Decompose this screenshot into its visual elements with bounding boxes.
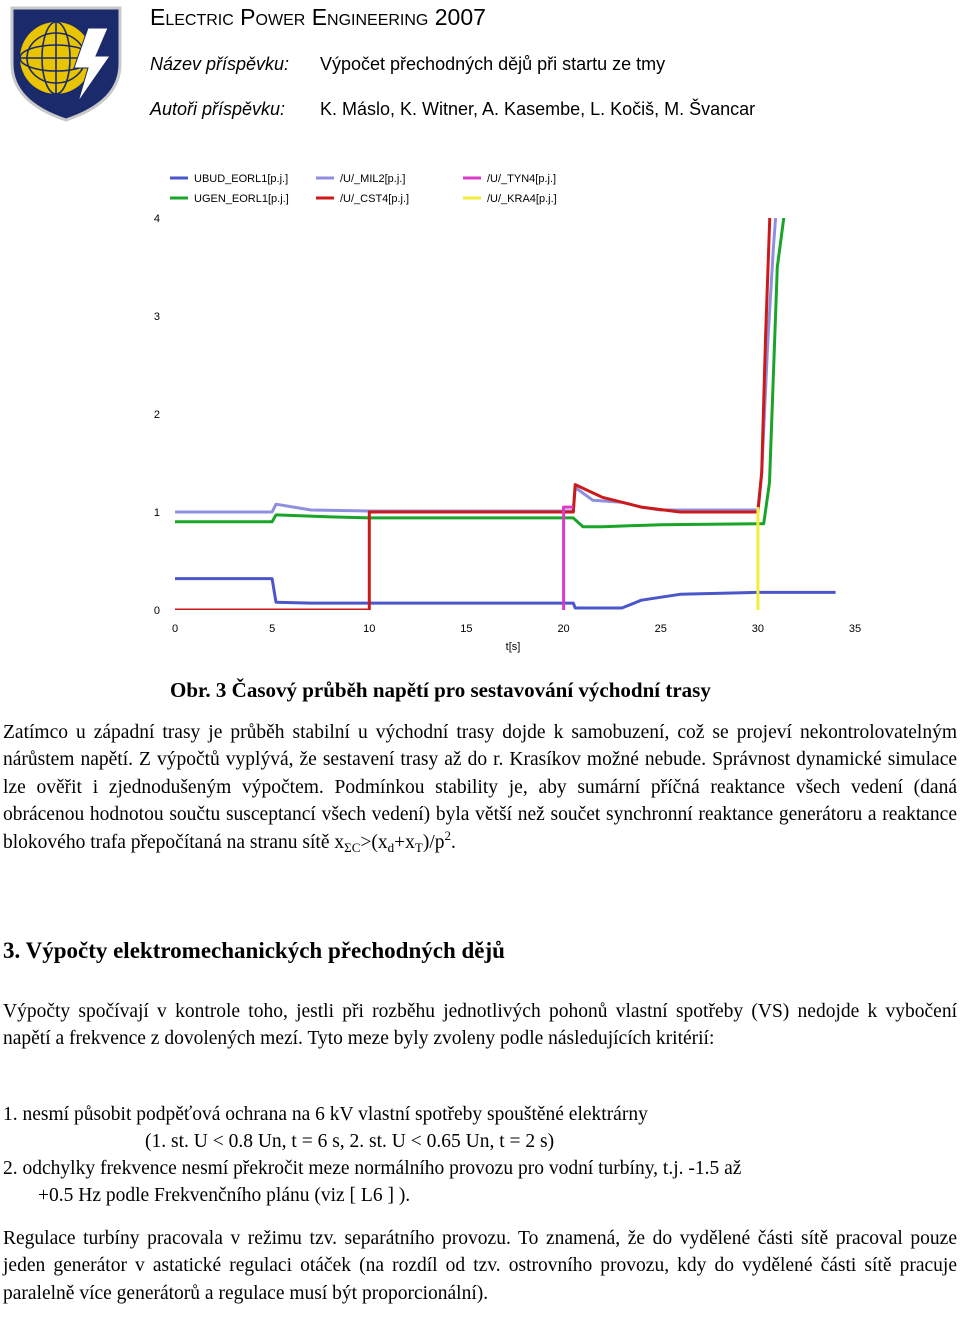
criterion-2-detail: +0.5 Hz podle Frekvenčního plánu (viz [ L6 ] ). [38, 1185, 411, 1206]
paper-title: Výpočet přechodných dějů při startu ze tmy [320, 54, 666, 74]
x-tick-label: 20 [557, 623, 570, 635]
paragraph-regulation: Regulace turbíny pracovala v režimu tzv. separátního provozu. To znamená, že do vydělené části sítě pracoval pouze jeden generátor v astatické regulaci otáček (na rozdíl od tzv. ostrovního provozu, kdy do vydělené části sítě pracuje paralelně více generátorů a regulace musí být proporcionální). [3, 1228, 957, 1304]
section-heading: 3. Výpočty elektromechanických přechodných dějů [3, 938, 505, 963]
y-tick-label: 3 [153, 311, 160, 323]
x-tick-label: 25 [654, 623, 667, 635]
legend-item [316, 193, 409, 205]
conference-title: Electric Power Engineering 2007 [150, 4, 486, 30]
criterion-1-detail: (1. st. U < 0.8 Un, t = 6 s, 2. st. U < 0.65 Un, t = 2 s) [145, 1131, 555, 1152]
authors-label: Autoři příspěvku: [150, 99, 286, 119]
paragraph-criteria: Výpočty spočívají v kontrole toho, jestli při rozběhu jednotlivých pohonů vlastní spotřeby (VS) nedojde k vybočení napětí a frekvence z dovolených mezí. Tyto meze byly zvoleny podle následujících kritérií: [3, 1001, 957, 1050]
legend-label: /U/_KRA4[p.j.] [487, 193, 557, 205]
criterion-1: 1. nesmí působit podpěťová ochrana na 6 kV vlastní spotřeby spouštěné elektrárny [3, 1104, 648, 1125]
series-line [564, 507, 574, 610]
x-axis-ticks [172, 623, 861, 635]
legend-item [170, 173, 288, 185]
x-tick-label: 30 [751, 623, 764, 635]
x-tick-label: 35 [848, 623, 862, 635]
y-tick-label: 0 [153, 605, 160, 617]
legend-item [463, 173, 556, 185]
legend-label: /U/_CST4[p.j.] [340, 193, 410, 205]
legend-label: /U/_MIL2[p.j.] [340, 173, 406, 185]
legend-item [463, 193, 557, 205]
series-line [175, 579, 836, 608]
y-tick-label: 1 [153, 507, 160, 519]
legend-label: UGEN_EORL1[p.j.] [194, 193, 289, 205]
authors-list: K. Máslo, K. Witner, A. Kasembe, L. Kočiš, M. Švancar [320, 99, 756, 119]
criterion-2: 2. odchylky frekvence nesmí překročit meze normálního provozu pro vodní turbíny, t.j. -1.5 až [3, 1158, 742, 1179]
series-line [175, 169, 772, 610]
conference-logo [4, 2, 128, 122]
chart-legend [170, 173, 557, 205]
series-line [175, 169, 779, 512]
x-tick-label: 5 [269, 623, 276, 635]
figure-caption: Obr. 3 Časový průběh napětí pro sestavování východní trasy [170, 678, 711, 702]
chart-series [175, 160, 836, 610]
legend-label: UBUD_EORL1[p.j.] [194, 173, 289, 185]
stability-formula: $x_{\Sigma C}>(x_d+x_T)/p^2$. [334, 827, 456, 855]
x-tick-label: 15 [460, 623, 473, 635]
paragraph-stability-text: Zatímco u západní trasy je průběh stabilní u východní trasy dojde k samobuzení, což se projeví nekontrolovatelným nárůstem napětí. Z výpočtů vyplývá, že sestavení trasy až do r. Krasíkov možné nebude. Správnost dynamické simulace lze ověřit i zjednodušeným výpočtem. Podmínkou stability je, aby sumární příčná reaktance všech vedení (daná obrácenou hodnotou součtu susceptancí všech vedení) byla větší než součet synchronní reaktance generátoru a reaktance blokového trafa přepočítaná na stranu sítě [3, 722, 957, 853]
series-line [175, 160, 797, 527]
legend-item [170, 193, 289, 205]
paragraph-stability [3, 719, 957, 856]
x-tick-label: 0 [171, 623, 179, 635]
y-tick-label: 2 [153, 409, 160, 421]
y-tick-label: 4 [153, 213, 160, 225]
authors-row [150, 99, 756, 120]
paper-title-row [150, 54, 666, 75]
voltage-chart [0, 160, 960, 660]
x-axis-label: t[s] [505, 641, 521, 653]
y-axis-ticks [154, 213, 160, 617]
x-tick-label: 10 [363, 623, 376, 635]
legend-item [316, 173, 405, 185]
legend-label: /U/_TYN4[p.j.] [487, 173, 557, 185]
paper-title-label: Název příspěvku: [150, 54, 290, 74]
